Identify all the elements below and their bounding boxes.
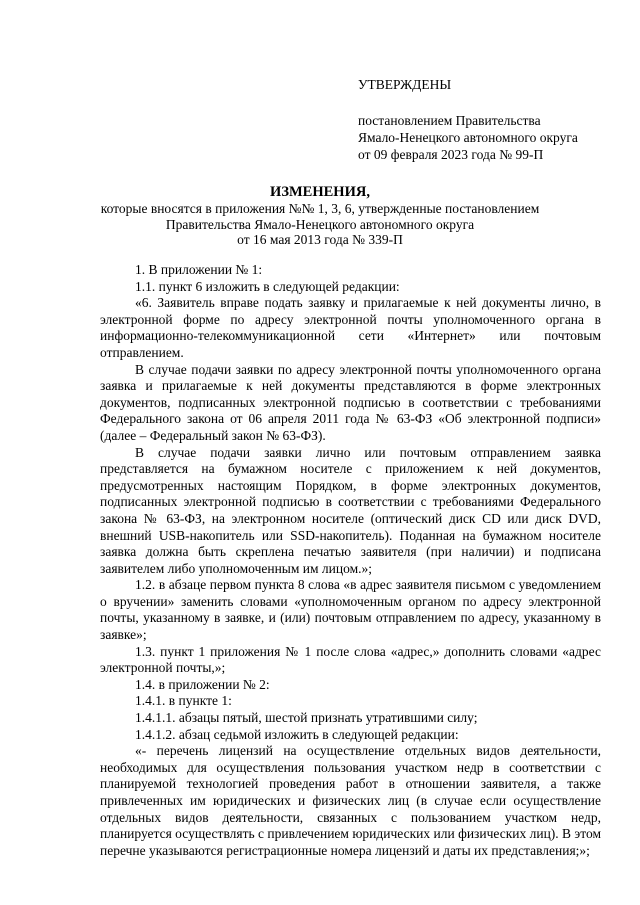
paragraph: 1.4.1. в пункте 1: <box>135 693 232 709</box>
document-title: ИЗМЕНЕНИЯ, <box>270 184 370 200</box>
subtitle-line: от 16 мая 2013 года № 339-П <box>237 232 403 247</box>
paragraph: 1.4.1.2. абзац седьмой изложить в следующей редакции: <box>135 726 459 742</box>
approval-line: от 09 февраля 2023 года № 99-П <box>358 147 544 162</box>
paragraph: 1. В приложении № 1: <box>135 262 263 277</box>
paragraph: 1.4.1.1. абзацы пятый, шестой признать утратившими силу; <box>135 710 478 726</box>
paragraph: «- перечень лицензий на осуществление отдельных видов деятельности, необходимых для осуществления пользования участком недр в соответствии с планируемой технологией проведения работ в отношении заявителя, а также привлеченных им юридических и физических лиц (в случае если осуществление отдельных видов деятельности, связанных с пользованием участком недр, планируется осуществлять с привлечением юридических или физических лиц). В этом перечне указываются регистрационные номера лицензий и даты их представления;»; <box>100 743 601 858</box>
paragraph: 1.3. пункт 1 приложения № 1 после слова «адрес,» дополнить словами «адрес электронной почты,»; <box>100 643 601 676</box>
paragraph: «6. Заявитель вправе подать заявку и прилагаемые к ней документы лично, в электронной форме по адресу электронной почты уполномоченного органа в информационно-телекоммуникационной сети «Интернет» или почтовым отправлением. <box>100 295 601 360</box>
paragraph: 1.2. в абзаце первом пункта 8 слова «в адрес заявителя письмом с уведомлением о вручении» заменить словами «уполномоченным органом по адресу электронной почты, указанному в заявке, и (или) почтовым отправлением по адресу, указанному в заявке»; <box>100 577 601 643</box>
paragraph: 1.1. пункт 6 изложить в следующей редакции: <box>135 278 400 294</box>
paragraph: В случае подачи заявки лично или почтовым отправлением заявка представляется на бумажном носителе с приложением к ней документов, предусмотренных настоящим Порядком, в форме электронных документов, подписанных электронной подписью в соответствии с требованиями Федерального закона № 63-ФЗ, на электронном носителе (оптический диск CD или диск DVD, внешний USB-накопитель или SSD-накопитель). Поданная на бумажном носителе заявка должна быть скреплена печатью заявителя (при наличии) и подписана заявителем либо уполномоченным им лицом.»; <box>100 444 601 576</box>
subtitle-line: которые вносятся в приложения №№ 1, 3, 6, утвержденные постановлением <box>100 201 540 216</box>
document-subtitle <box>0 201 640 248</box>
approval-line: постановлением Правительства <box>358 113 541 128</box>
subtitle-line: Правительства Ямало-Ненецкого автономного округа <box>165 216 475 232</box>
approval-block <box>358 76 578 163</box>
approval-heading: УТВЕРЖДЕНЫ <box>358 77 452 92</box>
document-body <box>100 262 601 859</box>
paragraph: 1.4. в приложении № 2: <box>135 676 270 692</box>
paragraph: В случае подачи заявки по адресу электронной почты уполномоченного органа заявка и прилагаемые к ней документы представляются в форме электронных документов, подписанных электронной подписью в соответствии с требованиями Федерального закона от 06 апреля 2011 года № 63-ФЗ «Об электронной подписи» (далее – Федеральный закон № 63-ФЗ). <box>100 361 601 443</box>
approval-line: Ямало-Ненецкого автономного округа <box>358 130 578 145</box>
